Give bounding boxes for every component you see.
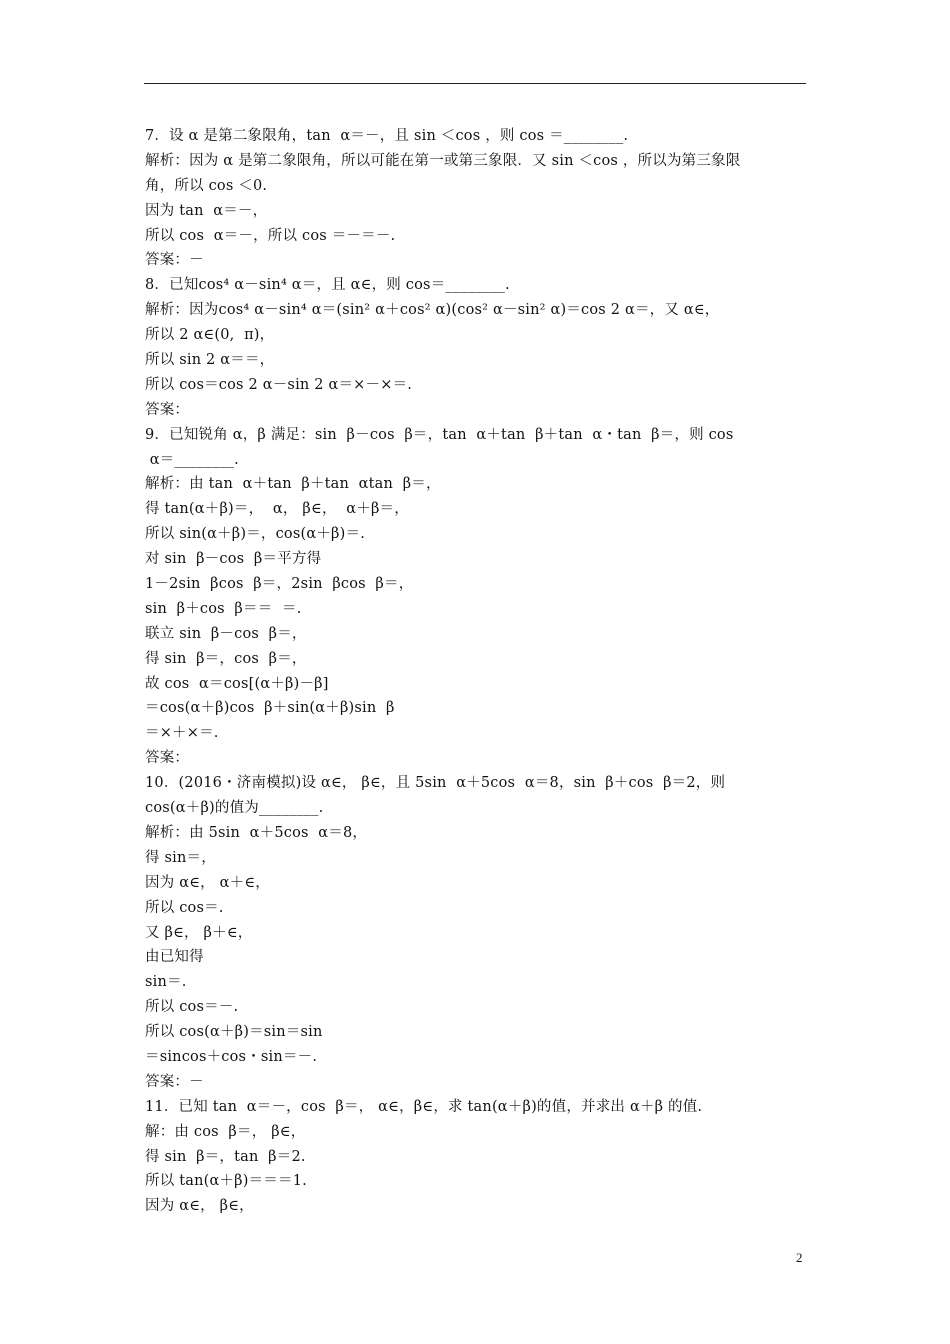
- text-line: sin＝.: [145, 974, 187, 991]
- text-line: 解析：由 5sin α＋5cos α＝8，: [145, 824, 368, 841]
- text-line: 得 tan(α＋β)＝， α， β∈， α＋β＝，: [145, 501, 409, 518]
- text-line: 得 sin β＝，tan β＝2.: [145, 1148, 306, 1165]
- text-line: 1－2sin βcos β＝，2sin βcos β＝，: [145, 576, 414, 593]
- text-line: cos(α＋β)的值为________.: [145, 800, 324, 817]
- text-line: 所以 sin(α＋β)＝，cos(α＋β)＝.: [145, 526, 366, 543]
- text-line: 答案：: [145, 401, 190, 418]
- text-line: 由已知得: [145, 949, 204, 966]
- text-line: 9．已知锐角 α，β 满足：sin β－cos β＝，tan α＋tan β＋tan α・tan β＝，则 cos: [145, 426, 734, 443]
- text-line: 所以 cos＝－.: [145, 999, 239, 1016]
- text-line: 对 sin β－cos β＝平方得: [145, 551, 322, 568]
- text-line: 10．(2016・济南模拟)设 α∈， β∈，且 5sin α＋5cos α＝8，sin β＋cos β＝2，则: [145, 775, 726, 792]
- text-line: 11．已知 tan α＝－，cos β＝， α∈，β∈，求 tan(α＋β)的值，并求出 α＋β 的值.: [145, 1098, 703, 1115]
- text-line: 答案：: [145, 750, 190, 767]
- text-line: 所以 cos(α＋β)＝sin＝sin: [145, 1024, 323, 1041]
- text-line: ＝cos(α＋β)cos β＋sin(α＋β)sin β: [145, 700, 395, 717]
- document-body: [145, 124, 815, 1219]
- text-line: 所以 tan(α＋β)＝＝＝1.: [145, 1173, 307, 1190]
- text-line: sin β＋cos β＝＝ ＝.: [145, 600, 302, 617]
- text-line: 所以 cos＝cos 2 α－sin 2 α＝×－×＝.: [145, 376, 413, 393]
- text-line: ＝sincos＋cos・sin＝－.: [145, 1048, 318, 1065]
- text-line: 所以 cos＝.: [145, 899, 224, 916]
- text-line: 答案：－: [145, 252, 204, 269]
- text-line: ＝×＋×＝.: [145, 725, 219, 742]
- text-line: 因为 α∈， β∈，: [145, 1198, 254, 1215]
- text-line: 因为 α∈， α＋∈，: [145, 874, 270, 891]
- text-line: 解析：因为cos⁴ α－sin⁴ α＝(sin² α＋cos² α)(cos² α－sin² α)＝cos 2 α＝，又 α∈，: [145, 302, 720, 319]
- text-line: 解：由 cos β＝， β∈，: [145, 1123, 306, 1140]
- text-line: 所以 cos α＝－，所以 cos ＝－＝－.: [145, 227, 396, 244]
- text-line: 得 sin＝，: [145, 849, 216, 866]
- text-line: 联立 sin β－cos β＝，: [145, 625, 307, 642]
- header-rule: [144, 83, 806, 84]
- text-line: 得 sin β＝，cos β＝，: [145, 650, 307, 667]
- text-line: 故 cos α＝cos[(α＋β)－β]: [145, 675, 329, 692]
- text-line: 又 β∈， β＋∈，: [145, 924, 253, 941]
- text-line: 所以 sin 2 α＝＝，: [145, 352, 275, 369]
- text-line: 解析：因为 α 是第二象限角，所以可能在第一或第三象限．又 sin ＜cos ，所以为第三象限: [145, 152, 741, 169]
- text-line: 解析：由 tan α＋tan β＋tan αtan β＝，: [145, 476, 441, 493]
- text-line: 所以 2 α∈(0, π)，: [145, 327, 275, 344]
- text-line: 答案：－: [145, 1073, 204, 1090]
- text-line: 7．设 α 是第二象限角，tan α＝－，且 sin ＜cos ，则 cos ＝________.: [145, 128, 629, 144]
- text-line: 8．已知cos⁴ α－sin⁴ α＝，且 α∈，则 cos＝________.: [145, 277, 510, 294]
- text-line: α＝________.: [145, 451, 239, 468]
- text-line: 角，所以 cos ＜0.: [145, 177, 268, 194]
- text-line: 因为 tan α＝－，: [145, 202, 268, 219]
- page-number: 2: [796, 1250, 803, 1265]
